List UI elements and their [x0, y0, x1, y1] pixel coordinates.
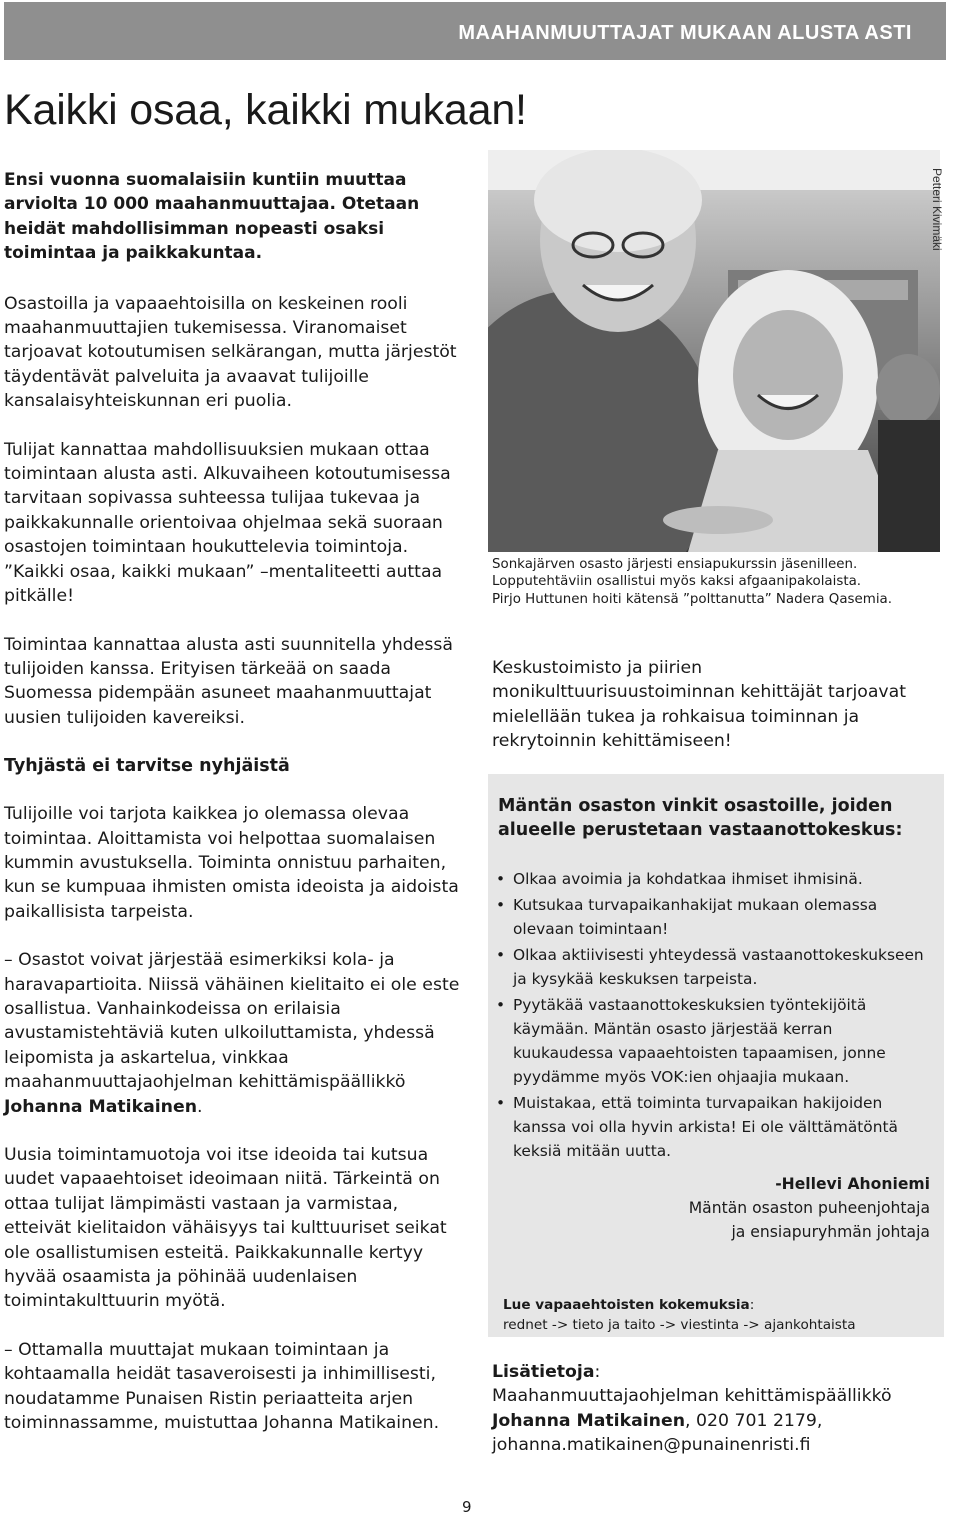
experiences-label: Lue vapaaehtoisten kokemuksia [503, 1297, 750, 1313]
paragraph-2: Tulijat kannattaa mahdollisuuksien mukaan ottaa toimintaan alusta asti. Alkuvaiheen kotoutumisessa tarvitaan sopivassa suhteessa tulijaa tukevaa ja paikkakunnalle orientoivaa ohjelmaa sekä suoraan osastojen toimintaan houkuttelevia toimintoja. ”Kaikki osaa, kaikki mukaan” –mentaliteetti auttaa pitkälle! [4, 439, 451, 607]
banner-title: MAAHANMUUTTAJAT MUKAAN ALUSTA ASTI [458, 22, 912, 44]
caption-line: Pirjo Huttunen hoiti kätensä ”polttanutta” Nadera Qasemia. [492, 591, 892, 607]
paragraph-7: – Ottamalla muuttajat mukaan toimintaan ja kohtaamalla heidät tasaveroisesti ja inhimillisesti, noudatamme Punaisen Ristin periaatteita arjen toiminnassamme, muistuttaa Johanna Matikainen. [4, 1339, 440, 1434]
contact-colon: : [594, 1362, 601, 1382]
tips-list [496, 867, 928, 1165]
caption-line: Lopputehtäviin osallistui myös kaksi afgaanipakolaista. [492, 574, 862, 590]
subheading: Tyhjästä ei tarvitse nyhjäistä [4, 756, 290, 777]
paragraph-1: Osastoilla ja vapaaehtoisilla on keskeinen rooli maahanmuuttajien tukemisessa. Viranomaiset tarjoavat kotoutumisen selkärangan, mutta järjestöt täydentävät palveluita ja avaavat tulijoille kansalaisyhteiskunnan eri puolia. [4, 293, 457, 412]
signature [689, 1172, 930, 1244]
bullet-icon: • [496, 1094, 506, 1112]
contact-role: Maahanmuuttajaohjelman kehittämispäällikkö [492, 1386, 892, 1407]
support-paragraph: Keskustoimisto ja piirien monikulttuurisuustoiminnan kehittäjät tarjoavat mielellään tukea ja rohkaisua toiminnan ja rekrytoinnin kehittämiseen! [492, 658, 906, 752]
list-item [496, 1091, 928, 1163]
photo-illustration [488, 150, 940, 552]
paragraph-5-end: . [197, 1096, 203, 1117]
list-item-text: Olkaa avoimia ja kohdatkaa ihmiset ihmisinä. [513, 870, 863, 888]
photo-credit: Petteri Kivimäki [930, 168, 944, 251]
page-title: Kaikki osaa, kaikki mukaan! [4, 86, 527, 134]
tips-title: Mäntän osaston vinkit osastoille, joiden alueelle perustetaan vastaanottokeskus: [498, 796, 903, 840]
caption-line: Sonkajärven osasto järjesti ensiapukurssin jäsenilleen. [492, 557, 858, 572]
article-body [4, 168, 464, 1459]
paragraph-5-name: Johanna Matikainen [4, 1096, 197, 1117]
page-number: 9 [462, 1498, 472, 1516]
list-item-text: Pyytäkää vastaanottokeskuksien työntekijöitä käymään. Mäntän osasto järjestää kerran kuukaudessa vapaaehtoisten tapaamisen, jonne pyydämme myös VOK:ien ohjaajia mukaan. [513, 996, 886, 1086]
bullet-icon: • [496, 946, 506, 964]
header-banner [4, 2, 946, 60]
list-item-text: Kutsukaa turvapaikanhakijat mukaan olemassa olevaan toimintaan! [513, 896, 878, 938]
experiences-path: rednet -> tieto ja taito -> viestinta -> ajankohtaista [503, 1317, 856, 1333]
paragraph-4: Tulijoille voi tarjota kaikkea jo olemassa olevaa toimintaa. Aloittamista voi helpottaa suomalaisen kummin avustuksella. Toiminta onnistuu parhaiten, kun se kumpuaa ihmisten omista ideoista ja aidoista paikallisista tarpeista. [4, 804, 459, 922]
paragraph-3: Toimintaa kannattaa alusta asti suunnitella yhdessä tulijoiden kanssa. Erityisen tärkeää on saada Suomessa pidempään asuneet maahanmuuttajat uusien tulijoiden kavereiksi. [4, 634, 453, 728]
tips-box [488, 774, 944, 1337]
signature-name: -Hellevi Ahoniemi [775, 1175, 930, 1193]
list-item-text: Muistakaa, että toiminta turvapaikan hakijoiden kanssa voi olla hyvin arkista! Ei ole välttämätöntä keksiä mitään uutta. [513, 1094, 898, 1160]
bullet-icon: • [496, 870, 506, 888]
list-item [496, 893, 928, 941]
contact-name: Johanna Matikainen [492, 1410, 685, 1431]
list-item [496, 993, 928, 1089]
contact-email: johanna.matikainen@punainenristi.fi [492, 1435, 811, 1456]
signature-role: ja ensiapuryhmän johtaja [731, 1223, 930, 1241]
list-item [496, 867, 928, 891]
list-item-text: Olkaa aktiivisesti yhteydessä vastaanottokeskukseen ja kysykää keskuksen tarpeista. [513, 946, 924, 988]
signature-role: Mäntän osaston puheenjohtaja [688, 1199, 930, 1217]
bullet-icon: • [496, 996, 506, 1014]
photo-caption [492, 556, 942, 608]
experiences-colon: : [749, 1297, 755, 1313]
list-item [496, 943, 928, 991]
bullet-icon: • [496, 896, 506, 914]
contact-info [492, 1360, 952, 1458]
lead-paragraph: Ensi vuonna suomalaisiin kuntiin muuttaa arviolta 10 000 maahanmuuttajaa. Otetaan heidät mahdollisimman nopeasti osaksi toimintaa ja paikkakuntaa. [4, 170, 420, 264]
experiences-note [503, 1295, 856, 1335]
paragraph-6: Uusia toimintamuotoja voi itse ideoida tai kutsua uudet vapaaehtoiset ideoimaan niitä. Tärkeintä on ottaa tulijat lämpimästi vastaan ja varmistaa, etteivät kielitaidon vähäisyys tai kulttuuriset seikat ole osallistumisen esteitä. Paikkakunnalle kertyy hyvää osaamista ja pöhinää uudenlaisen toimintakulttuurin myötä. [4, 1145, 447, 1312]
contact-label: Lisätietoja [492, 1362, 595, 1382]
paragraph-5-text: – Osastot voivat järjestää esimerkiksi kola- ja haravapartioita. Niissä vähäinen kielitaito ei ole este osallistua. Vanhainkodeissa on erilaisia avustamistehtäviä kuten ulkoiluttamista, yhdessä leipomista ja askartelua, vinkkaa maahanmuuttajaohjelman kehittämispäällikkö [4, 950, 460, 1093]
contact-phone: , 020 701 2179, [685, 1410, 823, 1431]
photo [488, 150, 940, 552]
paragraph-5 [4, 948, 464, 1119]
